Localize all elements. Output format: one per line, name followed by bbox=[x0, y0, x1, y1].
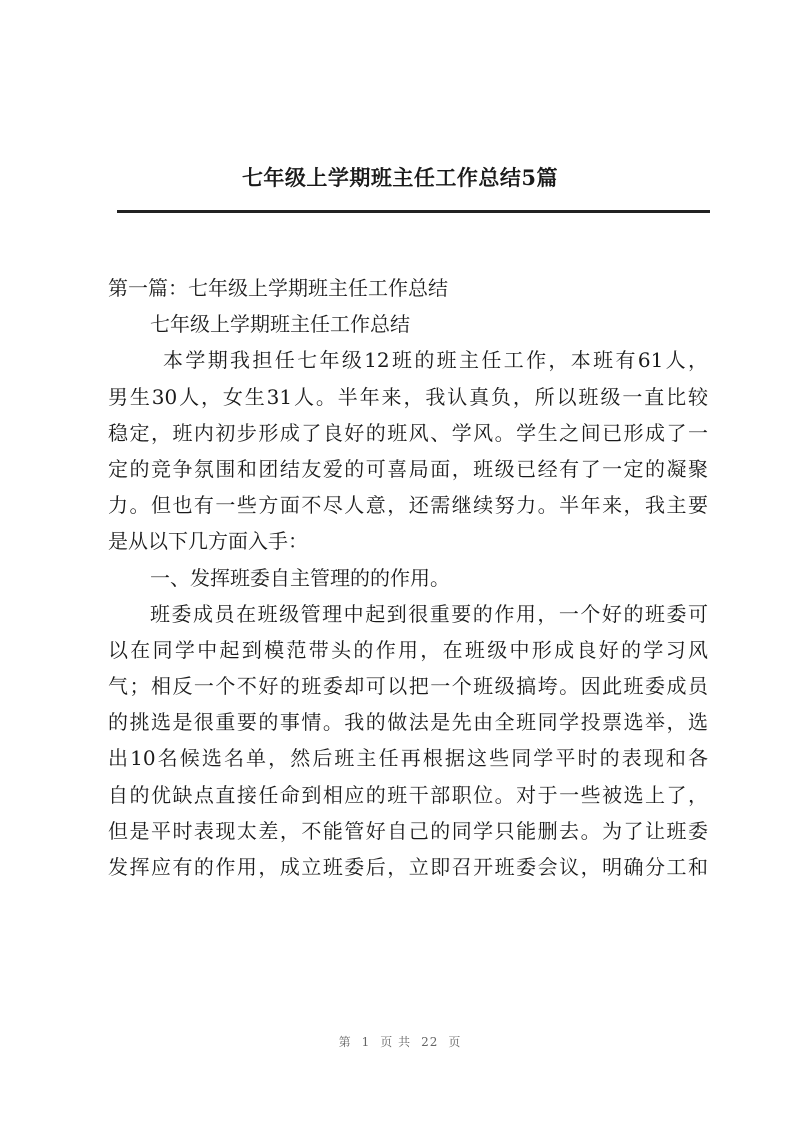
footer-page-number: 1 bbox=[361, 1035, 371, 1049]
paragraph-line: 但是平时表现太差，不能管好自己的同学只能删去。为了让班委 bbox=[108, 818, 708, 843]
paragraph-line: 男生30人，女生31人。半年来，我认真负，所以班级一直比较 bbox=[108, 384, 708, 409]
paragraph-line: 稳定，班内初步形成了良好的班风、学风。学生之间已形成了一 bbox=[108, 420, 708, 445]
paragraph-line: 自的优缺点直接任命到相应的班干部职位。对于一些被选上了， bbox=[108, 782, 708, 807]
footer-middle: 页 共 bbox=[380, 1035, 412, 1049]
paragraph-line: 是从以下几方面入手： bbox=[108, 529, 308, 554]
title-divider bbox=[117, 210, 710, 213]
paragraph-line: 气；相反一个不好的班委却可以把一个班级搞垮。因此班委成员 bbox=[108, 674, 708, 699]
footer-prefix: 第 bbox=[338, 1035, 352, 1049]
paragraph-line: 的挑选是很重要的事情。我的做法是先由全班同学投票选举，选 bbox=[108, 710, 708, 735]
paragraph-line: 定的竞争氛围和团结友爱的可喜局面，班级已经有了一定的凝聚 bbox=[108, 456, 708, 481]
paragraph-line: 本学期我担任七年级12班的班主任工作，本班有61人， bbox=[163, 348, 708, 373]
paragraph-line: 班委成员在班级管理中起到很重要的作用，一个好的班委可 bbox=[150, 601, 708, 626]
page-footer bbox=[0, 1033, 800, 1050]
footer-suffix: 页 bbox=[448, 1035, 462, 1049]
subsection-heading: 一、发挥班委自主管理的的作用。 bbox=[150, 565, 450, 590]
footer-total-pages: 22 bbox=[421, 1035, 439, 1049]
paragraph-line: 出10名候选名单，然后班主任再根据这些同学平时的表现和各 bbox=[108, 746, 708, 771]
section-heading: 第一篇：七年级上学期班主任工作总结 bbox=[108, 276, 448, 300]
document-body bbox=[108, 270, 708, 885]
paragraph-line: 力。但也有一些方面不尽人意，还需继续努力。半年来，我主要 bbox=[108, 493, 708, 518]
section-subtitle: 七年级上学期班主任工作总结 bbox=[150, 312, 410, 337]
paragraph-line: 以在同学中起到模范带头的作用，在班级中形成良好的学习风 bbox=[108, 637, 708, 662]
paragraph-line: 发挥应有的作用，成立班委后，立即召开班委会议，明确分工和 bbox=[108, 855, 708, 879]
page-title: 七年级上学期班主任工作总结5篇 bbox=[241, 165, 559, 190]
